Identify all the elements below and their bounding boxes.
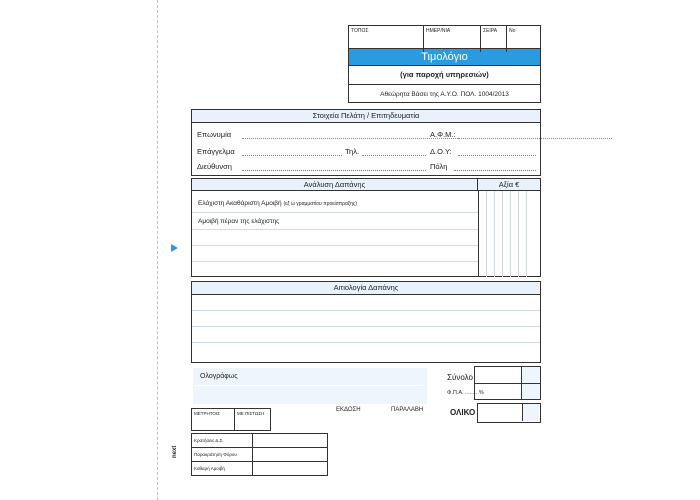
epaggelma-line [242,155,342,156]
brand-logo: next [172,445,178,458]
cash-option[interactable] [192,409,235,430]
doy-line [458,155,536,156]
expense-line-1-note: (εξ ώ γραμματίου προείσπραξης) [283,201,357,207]
value-grid-line [502,191,503,277]
expense-line-1-label: Ελάχιστη Ακαθάριστη Αμοιβή [198,200,282,207]
doy-label: Δ.Ο.Υ: [430,147,452,156]
poli-label: Πόλη [430,162,448,171]
amount-in-words-label: Ολογράφως [200,373,238,380]
customer-section [191,109,541,176]
credit-option[interactable] [235,409,270,430]
deduction-label: Παρακράτηση Φόρου [192,448,253,462]
table-row [192,434,328,448]
legal-note: Αθεώρητα Βάσει της Α.Υ.Ο. ΠΟΛ. 1004/2013 [380,91,509,98]
dieuthynsi-label: Διεύθυνση [197,162,232,171]
value-grid-line [526,191,527,277]
deduction-label: Κρατήσεις Δ.Σ. [192,434,253,448]
number-cell [507,26,540,52]
ekdosi-label: ΕΚΔΟΣΗ [336,407,361,413]
perforation-line [157,0,158,500]
eponymia-line [242,138,612,139]
deduction-value [253,434,328,448]
row-line [192,310,540,311]
row-line [192,229,478,230]
value-grid-line [518,191,519,277]
totals-value-box [474,366,541,400]
date-label: ΗΜΕΡ/ΝΙΑ [426,28,451,34]
justification-section-title: Αιτιολογία Δαπάνης [192,282,540,295]
oliko-label: ΟΛΙΚΟ [450,408,476,417]
deduction-value [253,448,328,462]
table-row [192,462,328,476]
topos-label: ΤΟΠΟΣ [351,28,369,34]
expense-section-title: Ανάλυση Δαπάνης [192,179,478,191]
row-line [192,326,540,327]
value-column-title: Αξία € [478,179,540,191]
til-label: Τηλ. [345,147,360,156]
invoice-header [348,25,541,103]
totals-divider [475,383,540,384]
row-line [192,342,540,343]
grand-total-box [477,403,541,423]
afm-line [458,138,536,139]
amount-in-words-box [193,368,427,404]
afm-label: Α.Φ.Μ.: [430,130,456,139]
invoice-subtitle: (για παροχή υπηρεσιών) [349,66,540,85]
credit-label: ΜΕ ΠΙΣΤΩΣΗ [237,411,265,416]
series-label: ΣΕΙΡΑ [483,28,498,34]
payment-type-box [191,408,271,431]
deductions-table [191,433,328,476]
value-column-divider [478,191,479,277]
justification-section [191,281,541,363]
play-arrow-icon [171,244,178,252]
table-row [192,448,328,462]
invoice-title: Τιμολόγιο [349,49,540,66]
value-grid-line [486,191,487,277]
epaggelma-label: Επάγγελμα [197,147,235,156]
expense-line-2: Αμοιβή πέραν της ελάχιστης [198,218,280,225]
synolo-label: Σύνολο [447,373,473,382]
cash-label: ΜΕΤΡΗΤΟΙΣ [194,411,220,416]
expense-section [191,178,541,277]
poli-line [454,170,536,171]
eponymia-label: Επωνυμία [197,130,232,139]
dieuthynsi-line [242,170,426,171]
series-cell [481,26,507,52]
paralavi-label: ΠΑΡΑΛΑΒΗ [391,407,424,413]
expense-line-1 [198,200,357,207]
grand-total-decimal-col [522,404,539,421]
number-label: No [509,28,516,34]
amount-in-words-line [197,385,423,386]
fpa-label: Φ.Π.Α. .........% [447,390,484,396]
row-line [192,245,478,246]
value-grid-line [510,191,511,277]
row-line [192,212,478,213]
value-grid-line [494,191,495,277]
deduction-label: Καθαρή Αμοιβή [192,462,253,476]
til-line [362,155,426,156]
customer-section-title: Στοιχεία Πελάτη / Επιτηδευματία [192,110,540,123]
deduction-value [253,462,328,476]
row-line [192,261,478,262]
topos-cell [349,26,424,52]
